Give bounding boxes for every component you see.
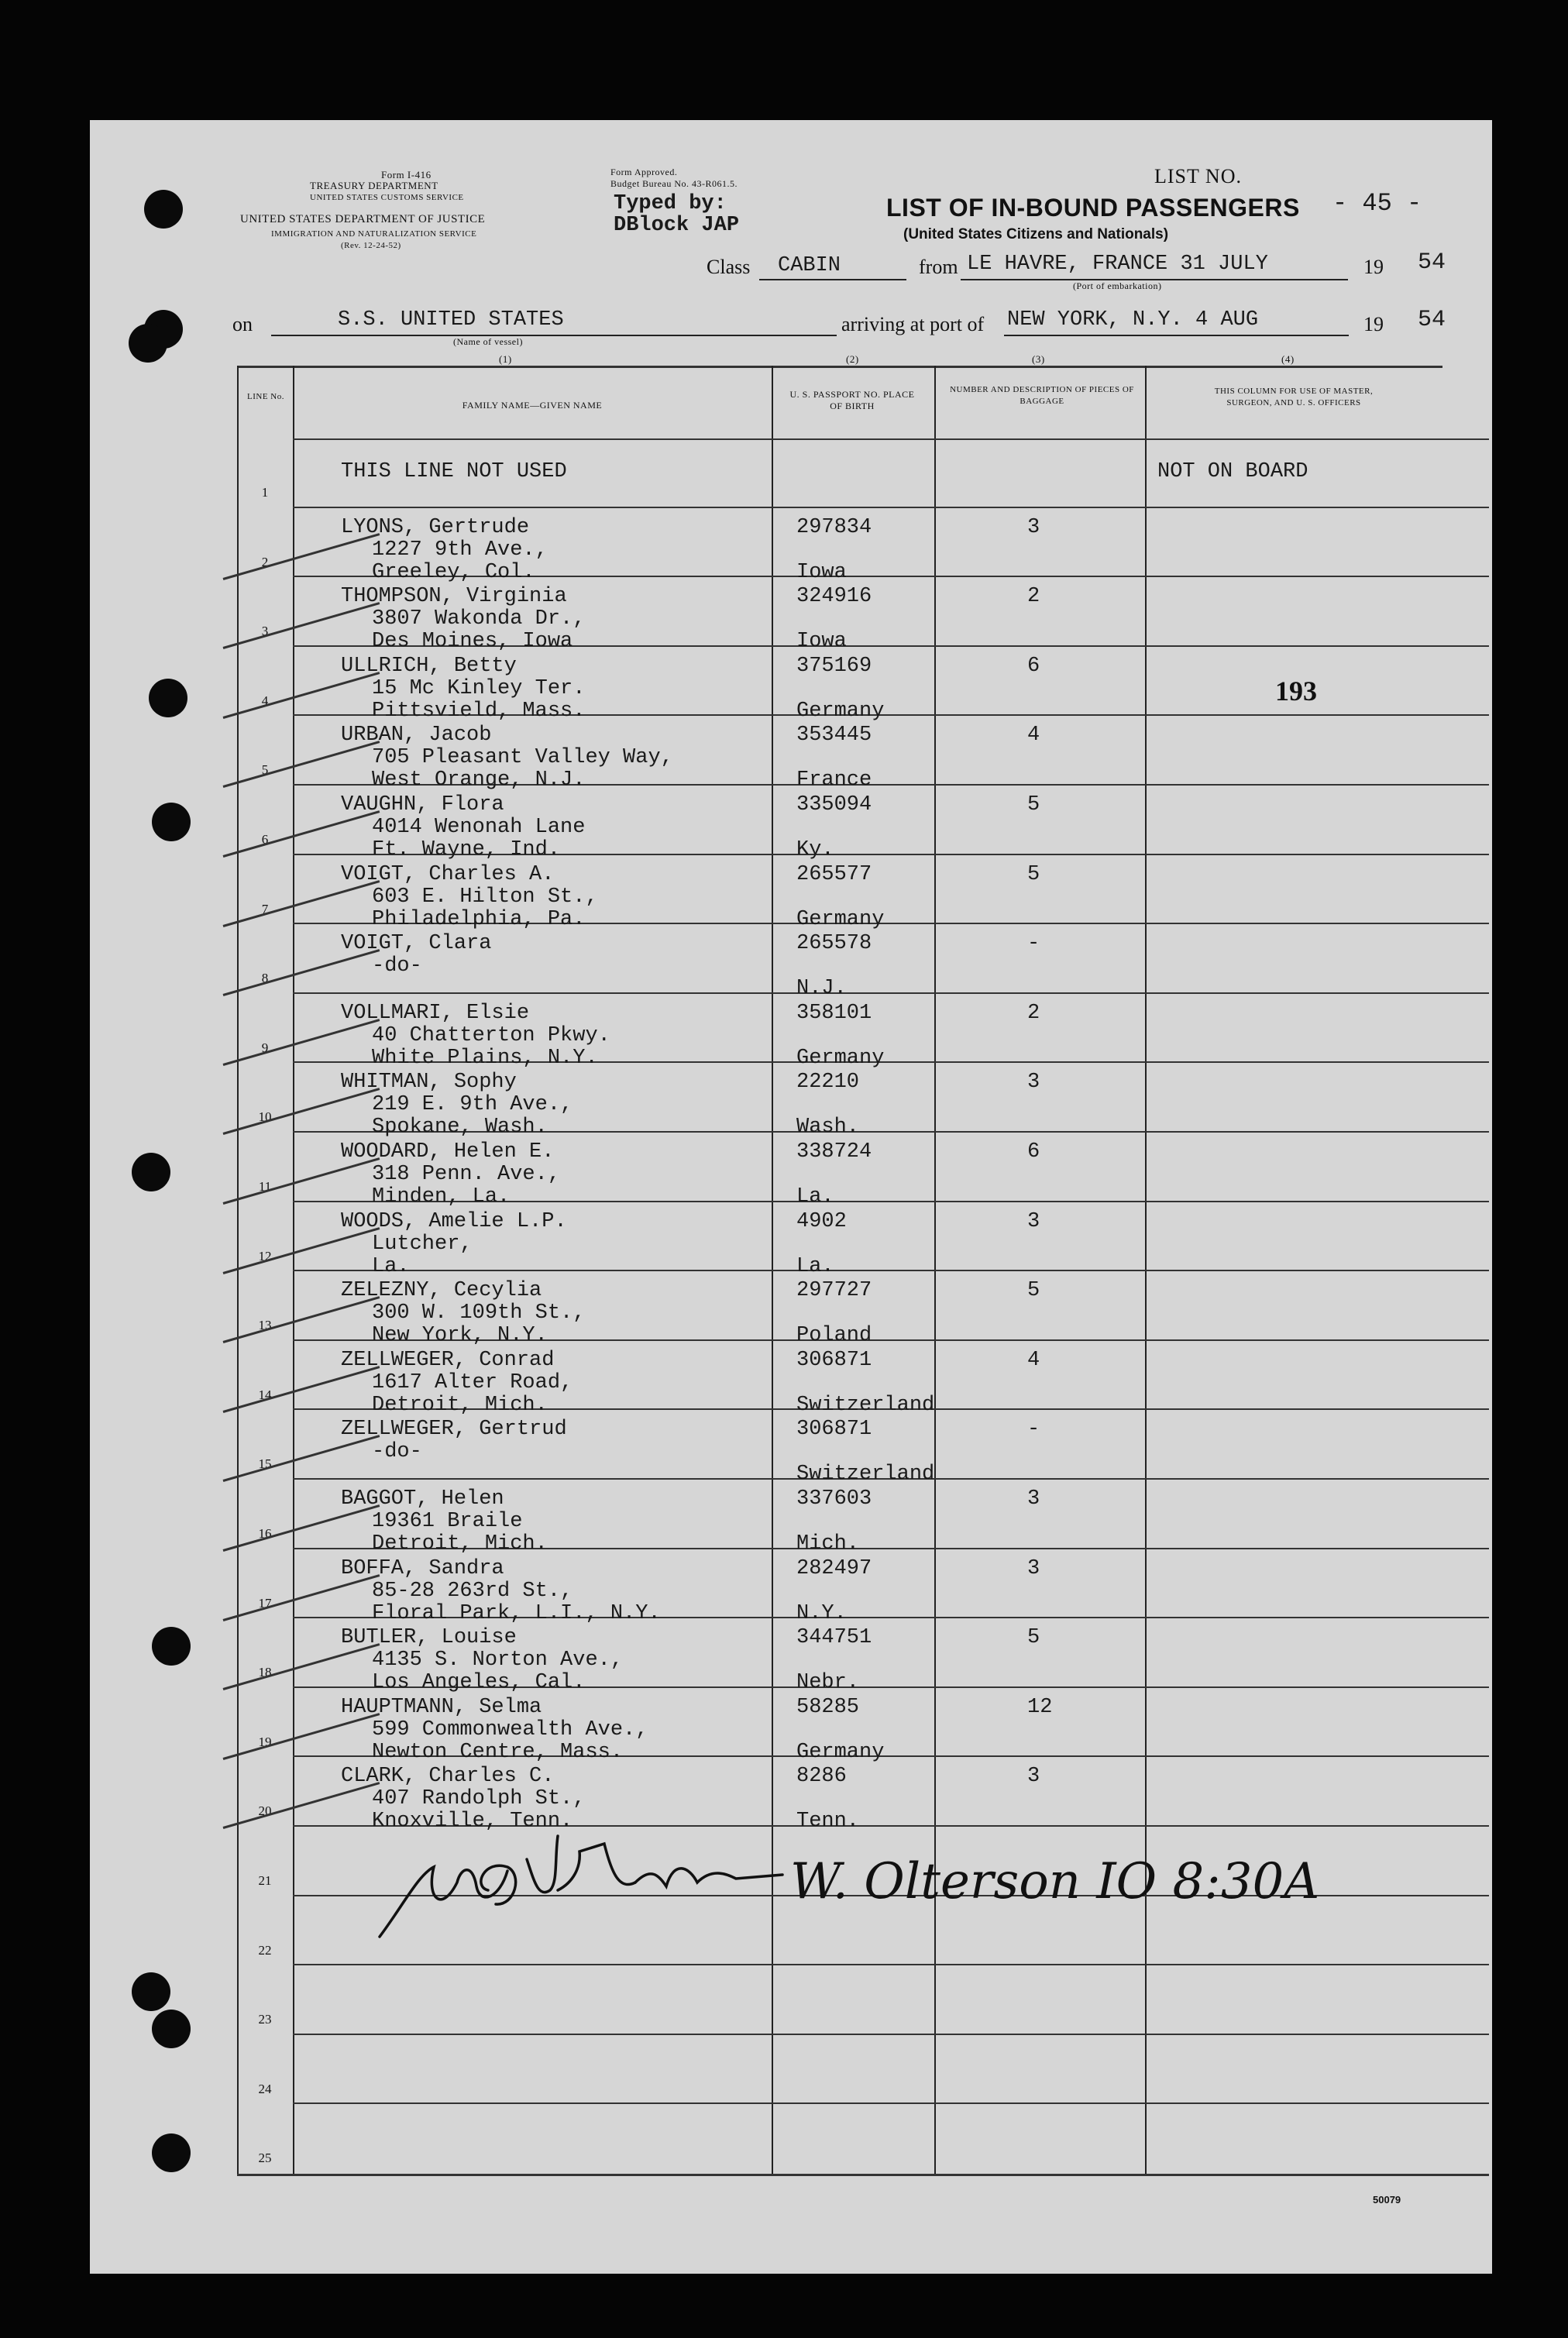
passenger-name: THIS LINE NOT USED <box>341 460 567 483</box>
passport-number: 324916 <box>796 585 872 609</box>
passenger-address-line: 219 E. 9th Ave., <box>372 1093 573 1117</box>
passenger-name: URBAN, Jacob <box>341 724 492 748</box>
place-of-birth: Wash. <box>796 1116 860 1140</box>
baggage-count: 6 <box>1027 1140 1040 1164</box>
header-family-name: FAMILY NAME—GIVEN NAME <box>462 400 603 411</box>
passenger-name: WOODS, Amelie L.P. <box>341 1209 567 1233</box>
passport-number: 265578 <box>796 932 872 956</box>
line-number: 10 <box>258 1109 272 1125</box>
passenger-name: VOLLMARI, Elsie <box>341 1001 530 1025</box>
passenger-name: VAUGHN, Flora <box>341 793 504 817</box>
binder-hole <box>149 679 187 717</box>
class-underline <box>759 279 906 280</box>
line-number: 20 <box>258 1803 272 1819</box>
year-suffix-2: 54 <box>1418 307 1446 333</box>
table-top-border <box>237 366 1442 368</box>
form-revision: (Rev. 12-24-52) <box>341 241 401 250</box>
treasury-department: TREASURY DEPARTMENT <box>310 180 438 191</box>
passenger-name: LYONS, Gertrude <box>341 515 530 539</box>
passenger-address-line: 318 Penn. Ave., <box>372 1163 561 1186</box>
line-number: 21 <box>258 1873 272 1888</box>
baggage-count: 3 <box>1027 1487 1040 1511</box>
passenger-address-line: West Orange, N.J. <box>372 768 586 793</box>
passport-number: 338724 <box>796 1140 872 1164</box>
baggage-count: 3 <box>1027 515 1040 539</box>
line-number: 8 <box>261 971 269 986</box>
baggage-count: 5 <box>1027 1626 1040 1650</box>
passenger-address-line: 85-28 263rd St., <box>372 1579 573 1603</box>
binder-hole <box>144 190 183 229</box>
place-of-birth: Poland <box>796 1324 872 1348</box>
passenger-address-line: Detroit, Mich. <box>372 1393 548 1417</box>
typist-initials: DBlock JAP <box>614 214 740 237</box>
passport-number: 335094 <box>796 793 872 817</box>
line-number: 14 <box>258 1387 272 1402</box>
passenger-address-line: 705 Pleasant Valley Way, <box>372 746 673 770</box>
baggage-count: - <box>1027 1418 1040 1442</box>
row-divider <box>293 1270 1489 1271</box>
line-number: 13 <box>258 1318 272 1333</box>
line-number: 24 <box>258 2081 272 2096</box>
passenger-address-line: Minden, La. <box>372 1185 511 1209</box>
header-passport: U. S. PASSPORT NO. PLACE OF BIRTH <box>789 389 915 411</box>
binder-hole <box>132 1972 170 2011</box>
place-of-birth: Germany <box>796 1740 885 1764</box>
officer-signature <box>372 1813 1320 1952</box>
passport-number: 297834 <box>796 515 872 539</box>
immigration-service: IMMIGRATION AND NATURALIZATION SERVICE <box>271 229 477 239</box>
passport-number: 282497 <box>796 1556 872 1580</box>
passport-number: 265577 <box>796 862 872 886</box>
year-prefix-2: 19 <box>1363 313 1384 335</box>
year-suffix-1: 54 <box>1418 249 1446 276</box>
passport-number: 344751 <box>796 1626 872 1650</box>
passport-number: 4902 <box>796 1209 847 1233</box>
arrival-underline <box>1004 335 1349 336</box>
line-number: 6 <box>261 832 269 847</box>
passenger-address-line: 1227 9th Ave., <box>372 538 548 562</box>
passport-number: 22210 <box>796 1071 860 1095</box>
passenger-name: ULLRICH, Betty <box>341 654 517 678</box>
line-number: 23 <box>258 2012 272 2027</box>
column-marker-3: (3) <box>1032 353 1045 365</box>
passenger-address-line: 40 Chatterton Pkwy. <box>372 1023 610 1047</box>
arrival-port: NEW YORK, N.Y. 4 AUG <box>1007 308 1259 332</box>
place-of-birth: Tenn. <box>796 1810 860 1834</box>
passenger-name: BAGGOT, Helen <box>341 1487 504 1511</box>
list-number-label: LIST NO. <box>1154 165 1242 187</box>
passenger-name: WOODARD, Helen E. <box>341 1140 555 1164</box>
passport-number: 58285 <box>796 1695 860 1719</box>
passenger-address-line: Detroit, Mich. <box>372 1532 548 1556</box>
passport-number: 358101 <box>796 1001 872 1025</box>
place-of-birth: La. <box>796 1254 834 1278</box>
line-number: 22 <box>258 1942 272 1958</box>
year-prefix-1: 19 <box>1363 256 1384 278</box>
on-label: on <box>232 313 253 335</box>
binder-hole <box>129 324 167 363</box>
officer-note: NOT ON BOARD <box>1157 460 1308 483</box>
passenger-address-line: Pittsvield, Mass. <box>372 699 586 723</box>
line-number: 12 <box>258 1248 272 1264</box>
baggage-count: 3 <box>1027 1556 1040 1580</box>
row-divider <box>293 2102 1489 2104</box>
line-number: 5 <box>261 762 269 778</box>
line-number: 3 <box>261 624 269 639</box>
baggage-count: 5 <box>1027 793 1040 817</box>
baggage-count: 5 <box>1027 862 1040 886</box>
row-divider <box>293 507 1489 508</box>
passport-number: 375169 <box>796 654 872 678</box>
place-of-birth: Iowa <box>796 560 847 584</box>
passenger-address-line: -do- <box>372 1440 422 1464</box>
baggage-count: 4 <box>1027 724 1040 748</box>
place-of-birth: La. <box>796 1185 834 1209</box>
line-number: 2 <box>261 554 269 569</box>
passenger-address-line: 4135 S. Norton Ave., <box>372 1649 624 1673</box>
passenger-address-line: -do- <box>372 954 422 978</box>
passenger-address-line: Lutcher, <box>372 1232 473 1256</box>
place-of-birth: Germany <box>796 699 885 723</box>
place-of-birth: Nebr. <box>796 1671 860 1695</box>
baggage-count: 6 <box>1027 654 1040 678</box>
header-officers: THIS COLUMN FOR USE OF MASTER, SURGEON, AND U. S. OFFICERS <box>1214 387 1374 407</box>
line-number: 11 <box>258 1179 272 1194</box>
passenger-address-line: Newton Centre, Mass. <box>372 1740 624 1764</box>
baggage-count: 3 <box>1027 1071 1040 1095</box>
passenger-address-line: La. <box>372 1254 410 1278</box>
place-of-birth: Ky. <box>796 838 834 861</box>
place-of-birth: Germany <box>796 907 885 931</box>
passenger-address-line: 599 Commonwealth Ave., <box>372 1717 648 1741</box>
justice-department: UNITED STATES DEPARTMENT OF JUSTICE <box>240 213 486 225</box>
column-marker-2: (2) <box>846 353 859 365</box>
passenger-address-line: Knoxville, Tenn. <box>372 1810 573 1834</box>
vessel-name: S.S. UNITED STATES <box>338 308 564 332</box>
place-of-birth: Germany <box>796 1046 885 1070</box>
line-number: 9 <box>261 1040 269 1055</box>
form-number: Form I-416 <box>381 169 432 181</box>
class-value: CABIN <box>778 254 841 277</box>
vessel-underline <box>271 335 837 336</box>
header-bottom-border <box>293 438 1489 440</box>
passenger-address-line: Los Angeles, Cal. <box>372 1671 586 1695</box>
binder-hole <box>152 2133 191 2172</box>
passenger-address-line: Floral Park, L.I., N.Y. <box>372 1601 661 1625</box>
passenger-address-line: 15 Mc Kinley Ter. <box>372 676 586 700</box>
passport-number: 297727 <box>796 1279 872 1303</box>
passenger-address-line: White Plains, N.Y. <box>372 1046 598 1070</box>
passenger-address-line: Greeley, Col. <box>372 560 535 584</box>
line-number: 19 <box>258 1734 272 1749</box>
line-number: 16 <box>258 1526 272 1541</box>
column-marker-4: (4) <box>1281 353 1295 365</box>
binder-hole <box>152 2010 191 2048</box>
passenger-address-line: 1617 Alter Road, <box>372 1370 573 1394</box>
place-of-birth: Switzerland <box>796 1463 935 1487</box>
binder-hole <box>152 1627 191 1666</box>
passport-number: 337603 <box>796 1487 872 1511</box>
place-of-birth: Iowa <box>796 630 847 654</box>
binder-hole <box>152 803 191 841</box>
signature-text: W. Olterson IO 8:30A <box>790 1853 1320 1910</box>
baggage-count: 12 <box>1027 1695 1053 1719</box>
passenger-address-line: 300 W. 109th St., <box>372 1301 586 1325</box>
passenger-address-line: 4014 Wenonah Lane <box>372 816 586 839</box>
row-divider <box>293 2034 1489 2035</box>
baggage-count: - <box>1027 932 1040 956</box>
passport-number: 353445 <box>796 724 872 748</box>
officer-note: 193 <box>1275 675 1317 707</box>
from-label: from <box>919 256 958 278</box>
passenger-name: HAUPTMANN, Selma <box>341 1695 542 1719</box>
vessel-caption: (Name of vessel) <box>453 336 523 347</box>
place-of-birth: N.Y. <box>796 1601 847 1625</box>
passenger-name: WHITMAN, Sophy <box>341 1071 517 1095</box>
passenger-name: ZELLWEGER, Conrad <box>341 1348 555 1372</box>
passenger-name: VOIGT, Charles A. <box>341 862 555 886</box>
passenger-name: ZELLWEGER, Gertrud <box>341 1418 567 1442</box>
passport-number: 306871 <box>796 1348 872 1372</box>
baggage-count: 5 <box>1027 1279 1040 1303</box>
passenger-name: ZELEZNY, Cecylia <box>341 1279 542 1303</box>
binder-hole <box>132 1153 170 1191</box>
passenger-address-line: Ft. Wayne, Ind. <box>372 838 561 861</box>
passenger-address-line: 407 Randolph St., <box>372 1787 586 1811</box>
document-title: LIST OF IN-BOUND PASSENGERS <box>886 194 1300 222</box>
form-footer-code: 50079 <box>1373 2194 1401 2206</box>
baggage-count: 4 <box>1027 1348 1040 1372</box>
list-number: - 45 - <box>1332 189 1422 218</box>
row-divider <box>293 992 1489 994</box>
place-of-birth: Mich. <box>796 1532 860 1556</box>
baggage-count: 3 <box>1027 1209 1040 1233</box>
passenger-name: CLARK, Charles C. <box>341 1765 555 1789</box>
document-subtitle: (United States Citizens and Nationals) <box>903 226 1169 242</box>
passenger-name: BUTLER, Louise <box>341 1626 517 1650</box>
passport-number: 8286 <box>796 1765 847 1789</box>
line-number: 18 <box>258 1665 272 1680</box>
baggage-count: 3 <box>1027 1765 1040 1789</box>
table-bottom-border <box>237 2174 1489 2176</box>
place-of-birth: Switzerland <box>796 1393 935 1417</box>
place-of-birth: N.J. <box>796 977 847 1001</box>
class-label: Class <box>707 256 751 278</box>
budget-bureau: Budget Bureau No. 43-R061.5. <box>610 178 738 189</box>
line-number: 1 <box>261 485 269 500</box>
passenger-name: THOMPSON, Virginia <box>341 585 567 609</box>
passenger-address-line: 3807 Wakonda Dr., <box>372 607 586 631</box>
header-line-number: LINE No. <box>247 392 284 401</box>
passenger-address-line: Spokane, Wash. <box>372 1116 548 1140</box>
passenger-address-line: 19361 Braile <box>372 1510 523 1533</box>
port-of-embarkation: LE HAVRE, FRANCE 31 JULY <box>967 253 1268 276</box>
passport-number: 306871 <box>796 1418 872 1442</box>
passenger-address-line: New York, N.Y. <box>372 1324 548 1348</box>
header-baggage: NUMBER AND DESCRIPTION OF PIECES OF BAGGAGE <box>950 385 1134 406</box>
customs-service: UNITED STATES CUSTOMS SERVICE <box>310 193 464 202</box>
line-number: 15 <box>258 1456 272 1472</box>
column-marker-1: (1) <box>499 353 512 365</box>
place-of-birth: France <box>796 768 872 793</box>
baggage-count: 2 <box>1027 1001 1040 1025</box>
passenger-address-line: 603 E. Hilton St., <box>372 885 598 909</box>
row-divider <box>293 1964 1489 1965</box>
line-number: 17 <box>258 1595 272 1611</box>
baggage-count: 2 <box>1027 585 1040 609</box>
arriving-label: arriving at port of <box>841 313 985 335</box>
line-number: 7 <box>261 901 269 916</box>
form-approved: Form Approved. <box>610 167 678 177</box>
passenger-name: VOIGT, Clara <box>341 932 492 956</box>
port-embark-caption: (Port of embarkation) <box>1073 280 1162 291</box>
line-number: 4 <box>261 693 269 708</box>
passenger-address-line: Des Moines, Iowa <box>372 630 573 654</box>
line-number: 25 <box>258 2151 272 2166</box>
typed-by-label: Typed by: <box>614 192 727 215</box>
passenger-name: BOFFA, Sandra <box>341 1556 504 1580</box>
passenger-address-line: Philadelphia, Pa. <box>372 907 586 931</box>
